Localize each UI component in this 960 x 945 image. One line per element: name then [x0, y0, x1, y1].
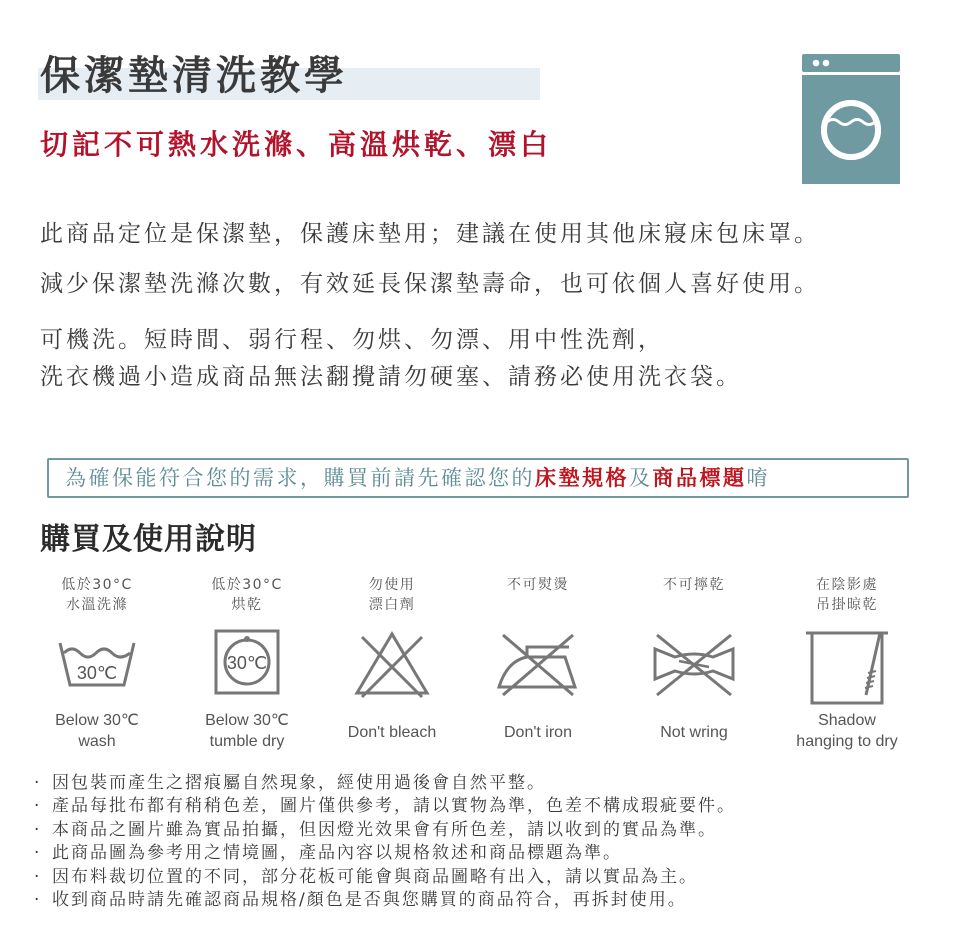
intro-paragraph-3-line-1: 可機洗。短時間、弱行程、勿烘、勿漂、用中性洗劑， — [40, 327, 664, 353]
notice-text: 及 — [629, 466, 653, 490]
notice-highlight-product-title: 商品標題 — [652, 466, 747, 490]
care-item-wash — [22, 575, 172, 755]
intro-paragraph-1: 此商品定位是保潔墊，保護床墊用；建議在使用其他床寢床包床罩。 — [40, 221, 820, 247]
no-bleach-icon — [352, 629, 432, 699]
notes-list — [34, 772, 736, 912]
note-item: · 此商品圖為參考用之情境圖，產品內容以規格敘述和商品標題為準。 — [34, 843, 622, 864]
care-label-zh: 不可熨燙 — [507, 577, 569, 593]
note-item: · 產品每批布都有稍稍色差，圖片僅供參考，請以實物為準，色差不構成瑕疵要件。 — [34, 796, 736, 817]
care-label-zh: 低於30°C 水溫洗滌 — [61, 577, 133, 613]
care-label-en: Don't iron — [504, 724, 572, 741]
intro-paragraph-3-line-2: 洗衣機過小造成商品無法翻攪請勿硬塞、請務必使用洗衣袋。 — [40, 364, 742, 390]
warning-subtitle: 切記不可熱水洗滌、高溫烘乾、漂白 — [40, 128, 553, 161]
care-label-en: Below 30℃ wash — [55, 712, 139, 750]
note-item: · 因包裝而產生之摺痕屬自然現象，經使用過後會自然平整。 — [34, 773, 546, 793]
notice-text: 為確保能符合您的需求，購買前請先確認您的 — [65, 466, 535, 490]
svg-text:30℃: 30℃ — [76, 663, 118, 683]
care-label-en: Below 30℃ tumble dry — [205, 712, 289, 750]
note-item: · 因布料裁切位置的不同，部分花板可能會與商品圖略有出入，請以實品為主。 — [34, 866, 698, 887]
care-item-no-wring — [619, 575, 769, 755]
notice-box — [47, 458, 909, 498]
note-item: · 收到商品時請先確認商品規格/顏色是否與您購買的商品符合，再拆封使用。 — [34, 890, 687, 911]
no-wring-icon — [649, 629, 739, 699]
shade-hang-dry-icon — [802, 625, 892, 707]
care-item-no-iron — [463, 575, 613, 755]
usage-section-title: 購買及使用說明 — [40, 522, 257, 557]
care-label-zh: 勿使用 漂白劑 — [368, 577, 416, 613]
washing-machine-icon — [802, 54, 900, 184]
note-item: · 本商品之圖片雖為實品拍攝，但因燈光效果會有所色差，請以收到的實品為準。 — [34, 819, 717, 840]
care-item-no-bleach — [317, 575, 467, 755]
page-title: 保潔墊清洗教學 — [40, 53, 348, 99]
care-item-tumble-dry — [172, 575, 322, 755]
care-label-zh: 不可擰乾 — [663, 577, 725, 593]
wash-30-icon — [52, 631, 142, 691]
care-label-en: Shadow hanging to dry — [796, 712, 898, 750]
no-iron-icon — [493, 629, 583, 699]
notice-highlight-mattress-spec: 床墊規格 — [535, 466, 629, 490]
care-label-en: Don't bleach — [347, 724, 437, 741]
care-label-zh: 低於30°C 烘乾 — [211, 577, 283, 613]
care-label-zh: 在陰影處 吊掛晾乾 — [816, 577, 878, 613]
care-item-shade-hang-dry — [772, 575, 922, 755]
intro-paragraph-2: 減少保潔墊洗滌次數，有效延長保潔墊壽命，也可依個人喜好使用。 — [40, 271, 820, 297]
notice-text: 唷 — [746, 466, 770, 490]
svg-text:30℃: 30℃ — [226, 653, 268, 673]
tumble-dry-30-icon — [212, 627, 282, 697]
care-label-en: Not wring — [660, 724, 728, 741]
